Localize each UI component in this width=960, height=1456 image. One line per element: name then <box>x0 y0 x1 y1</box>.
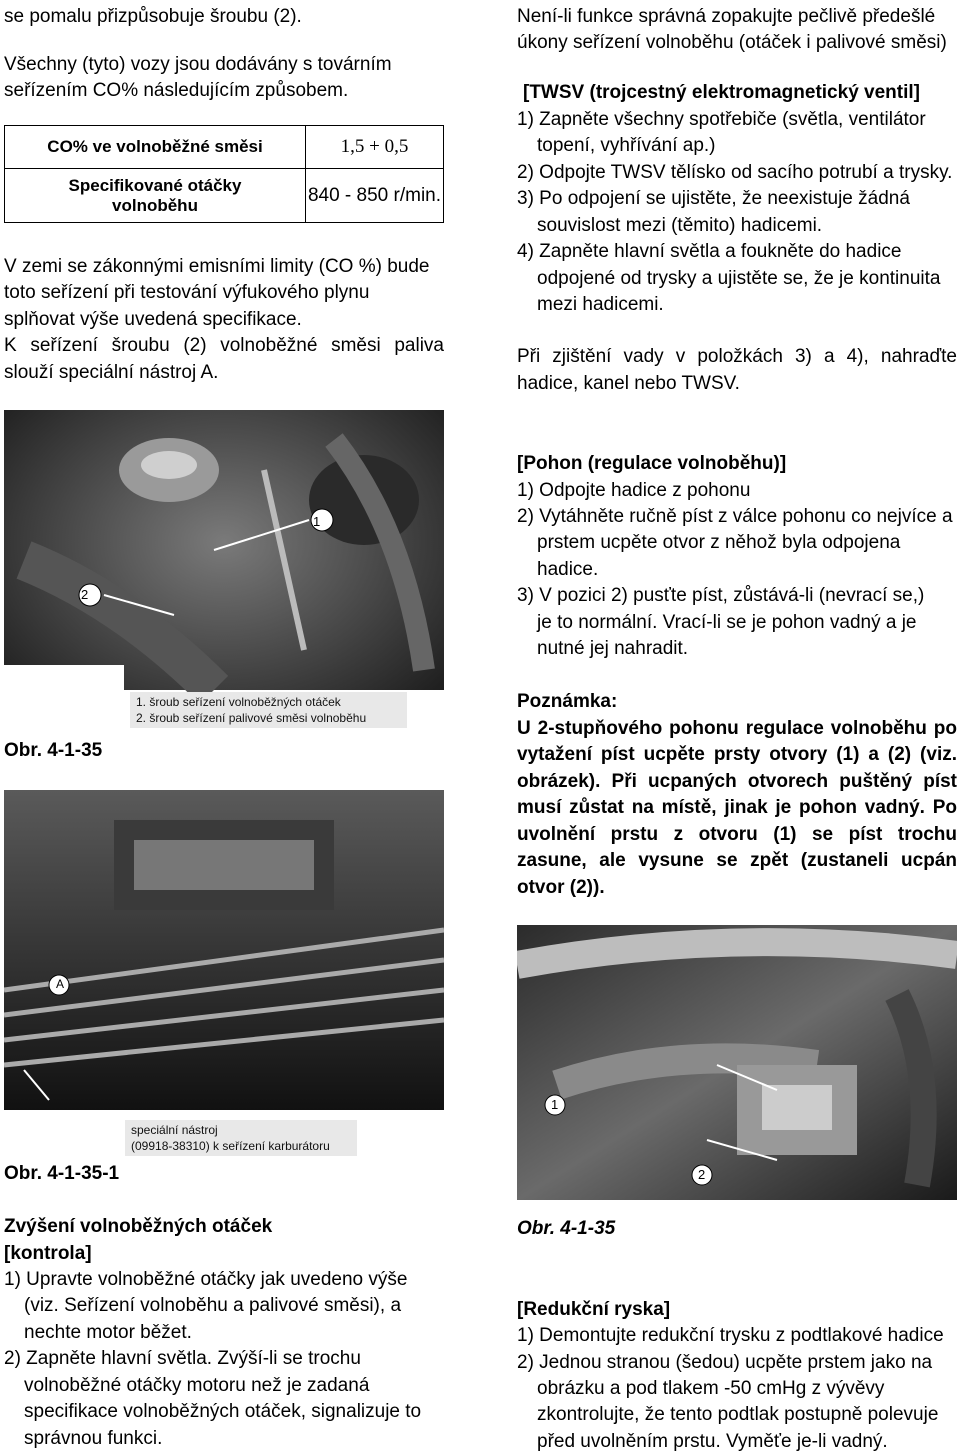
t4-l3: mezi hadicemi. <box>537 294 664 315</box>
h3-l3: nutné jej nahradit. <box>537 638 689 659</box>
r2-l4: před uvolněním prstu. Vyměťe je-li vadný. <box>537 1431 888 1452</box>
t4-l1: 4) Zapněte hlavní světla a foukněte do hadice <box>517 241 902 262</box>
k1-l1: 1) Upravte volnoběžné otáčky jak uvedeno výše <box>4 1269 408 1290</box>
t2: 2) Odpojte TWSV tělísko od sacího potrubí a trysky. <box>517 162 953 183</box>
r2-l2: obrázku a pod tlakem -50 cmHg z vývěvy <box>537 1378 885 1399</box>
fig1-legend: 1. šroub seřízení volnoběžných otáček 2. šroub seřízení palivové směsi volnoběhu <box>130 692 407 728</box>
note-l4: musí zůstat na místě, jinak je pohon vadný. Po <box>517 797 957 818</box>
left-p4-l1: K seřízení šroubu (2) volnoběžné směsi paliva <box>4 335 444 356</box>
note-l5: uvolnění prstu z otvoru (1) se píst trochu <box>517 824 957 845</box>
note-l6: zasune, ale vysune se zpět (zustaneli ucpán <box>517 850 957 871</box>
k1-l3: nechte motor běžet. <box>24 1322 192 1343</box>
note-title: Poznámka: <box>517 691 618 712</box>
note-l3: obrázek). Při ucpaných otvorech puštěný píst <box>517 771 957 792</box>
k2-l4: správnou funkci. <box>24 1428 163 1449</box>
actuator-photo <box>517 925 957 1200</box>
t3-l2: souvislost mezi (těmito) hadicemi. <box>537 215 823 236</box>
right-p1-l2: úkony seřízení volnoběhu (otáček i palivové směsi) <box>517 32 947 53</box>
k1-l2: (viz. Seřízení volnoběhu a palivové směsi), a <box>24 1295 402 1316</box>
right-p2-l2: hadice, kanel nebo TWSV. <box>517 373 740 394</box>
note-l7: otvor (2)). <box>517 877 605 898</box>
photo3-callout-2: 2 <box>698 1167 706 1182</box>
t4-l2: odpojené od trysky a ujistěte se, že je kontinuita <box>537 268 941 289</box>
k2-l1: 2) Zapněte hlavní světla. Zvýší-li se trochu <box>4 1348 361 1369</box>
co-value: 1,5 + 0,5 <box>306 126 444 169</box>
pohon-title: [Pohon (regulace volnoběhu)] <box>517 453 787 474</box>
h1: 1) Odpojte hadice z pohonu <box>517 480 751 501</box>
h3-l1: 3) V pozici 2) pusťte píst, zůstává-li (nevrací se,) <box>517 585 925 606</box>
t1-l1: 1) Zapněte všechny spotřebiče (světla, ventilátor <box>517 109 926 130</box>
fig1-caption: Obr. 4-1-35 <box>4 740 103 761</box>
left-p2-l1: Všechny (tyto) vozy jsou dodávány s továrním <box>4 54 392 75</box>
h2-l2: prstem ucpěte otvor z něhož byla odpojena <box>537 532 901 553</box>
right-p2-l1: Při zjištění vady v položkách 3) a 4), nahraďte <box>517 346 957 367</box>
note-l1: U 2-stupňového pohonu regulace volnoběhu po <box>517 718 957 739</box>
twsv-title: [TWSV (trojcestný elektromagnetický ventil] <box>523 82 920 103</box>
h3-l2: je to normální. Vrací-li se je pohon vadný a je <box>537 612 917 633</box>
rpm-value: 840 - 850 r/min. <box>306 169 444 223</box>
section-title: Zvýšení volnoběžných otáček <box>4 1216 273 1237</box>
t1-l2: topení, vyhřívání ap.) <box>537 135 716 156</box>
fig2-caption: Obr. 4-1-35-1 <box>4 1163 120 1184</box>
co-spec-table <box>4 125 444 223</box>
left-p1: se pomalu přizpůsobuje šroubu (2). <box>4 6 302 27</box>
left-p3-l2: toto seřízení při testování výfukového plynu <box>4 282 370 303</box>
h2-l3: hadice. <box>537 559 599 580</box>
co-label: CO% ve volnoběžné směsi <box>5 126 306 169</box>
fig3-caption: Obr. 4-1-35 <box>517 1218 616 1239</box>
t3-l1: 3) Po odpojení se ujistěte, že neexistuje žádná <box>517 188 910 209</box>
k2-l3: specifikace volnoběžných otáček, signalizuje to <box>24 1401 422 1422</box>
fig2-legend: speciální nástroj (09918-38310) k seřízení karburátoru <box>125 1120 357 1156</box>
left-p4-l2: slouží speciální nástroj A. <box>4 362 219 383</box>
engine-photo-2 <box>4 790 444 1162</box>
photo3-callout-1: 1 <box>551 1097 559 1112</box>
right-p1-l1: Není-li funkce správná zopakujte pečlivě předešlé <box>517 6 936 27</box>
h2-l1: 2) Vytáhněte ručně píst z válce pohonu co nejvíce a <box>517 506 953 527</box>
engine-photo-1 <box>4 410 444 740</box>
section-sub: [kontrola] <box>4 1243 92 1264</box>
r2-l3: zkontrolujte, že tento podtlak postupně polevuje <box>537 1404 939 1425</box>
r1: 1) Demontujte redukční trysku z podtlakové hadice <box>517 1325 944 1346</box>
r2-l1: 2) Jednou stranou (šedou) ucpěte prstem jako na <box>517 1352 933 1373</box>
callout-a: A <box>56 977 65 991</box>
left-p3-l1: V zemi se zákonnými emisními limity (CO %) bude <box>4 256 430 277</box>
k2-l2: volnoběžné otáčky motoru než je zadaná <box>24 1375 370 1396</box>
rpm-label: Specifikované otáčky volnoběhu <box>5 169 306 223</box>
note-l2: vytažení píst ucpěte prsty otvory (1) a (2) (viz. <box>517 744 957 765</box>
left-p3-l3: splňovat výše uvedená specifikace. <box>4 309 302 330</box>
reduk-title: [Redukční ryska] <box>517 1299 671 1320</box>
left-p2-l2: seřízením CO% následujícím způsobem. <box>4 80 349 101</box>
